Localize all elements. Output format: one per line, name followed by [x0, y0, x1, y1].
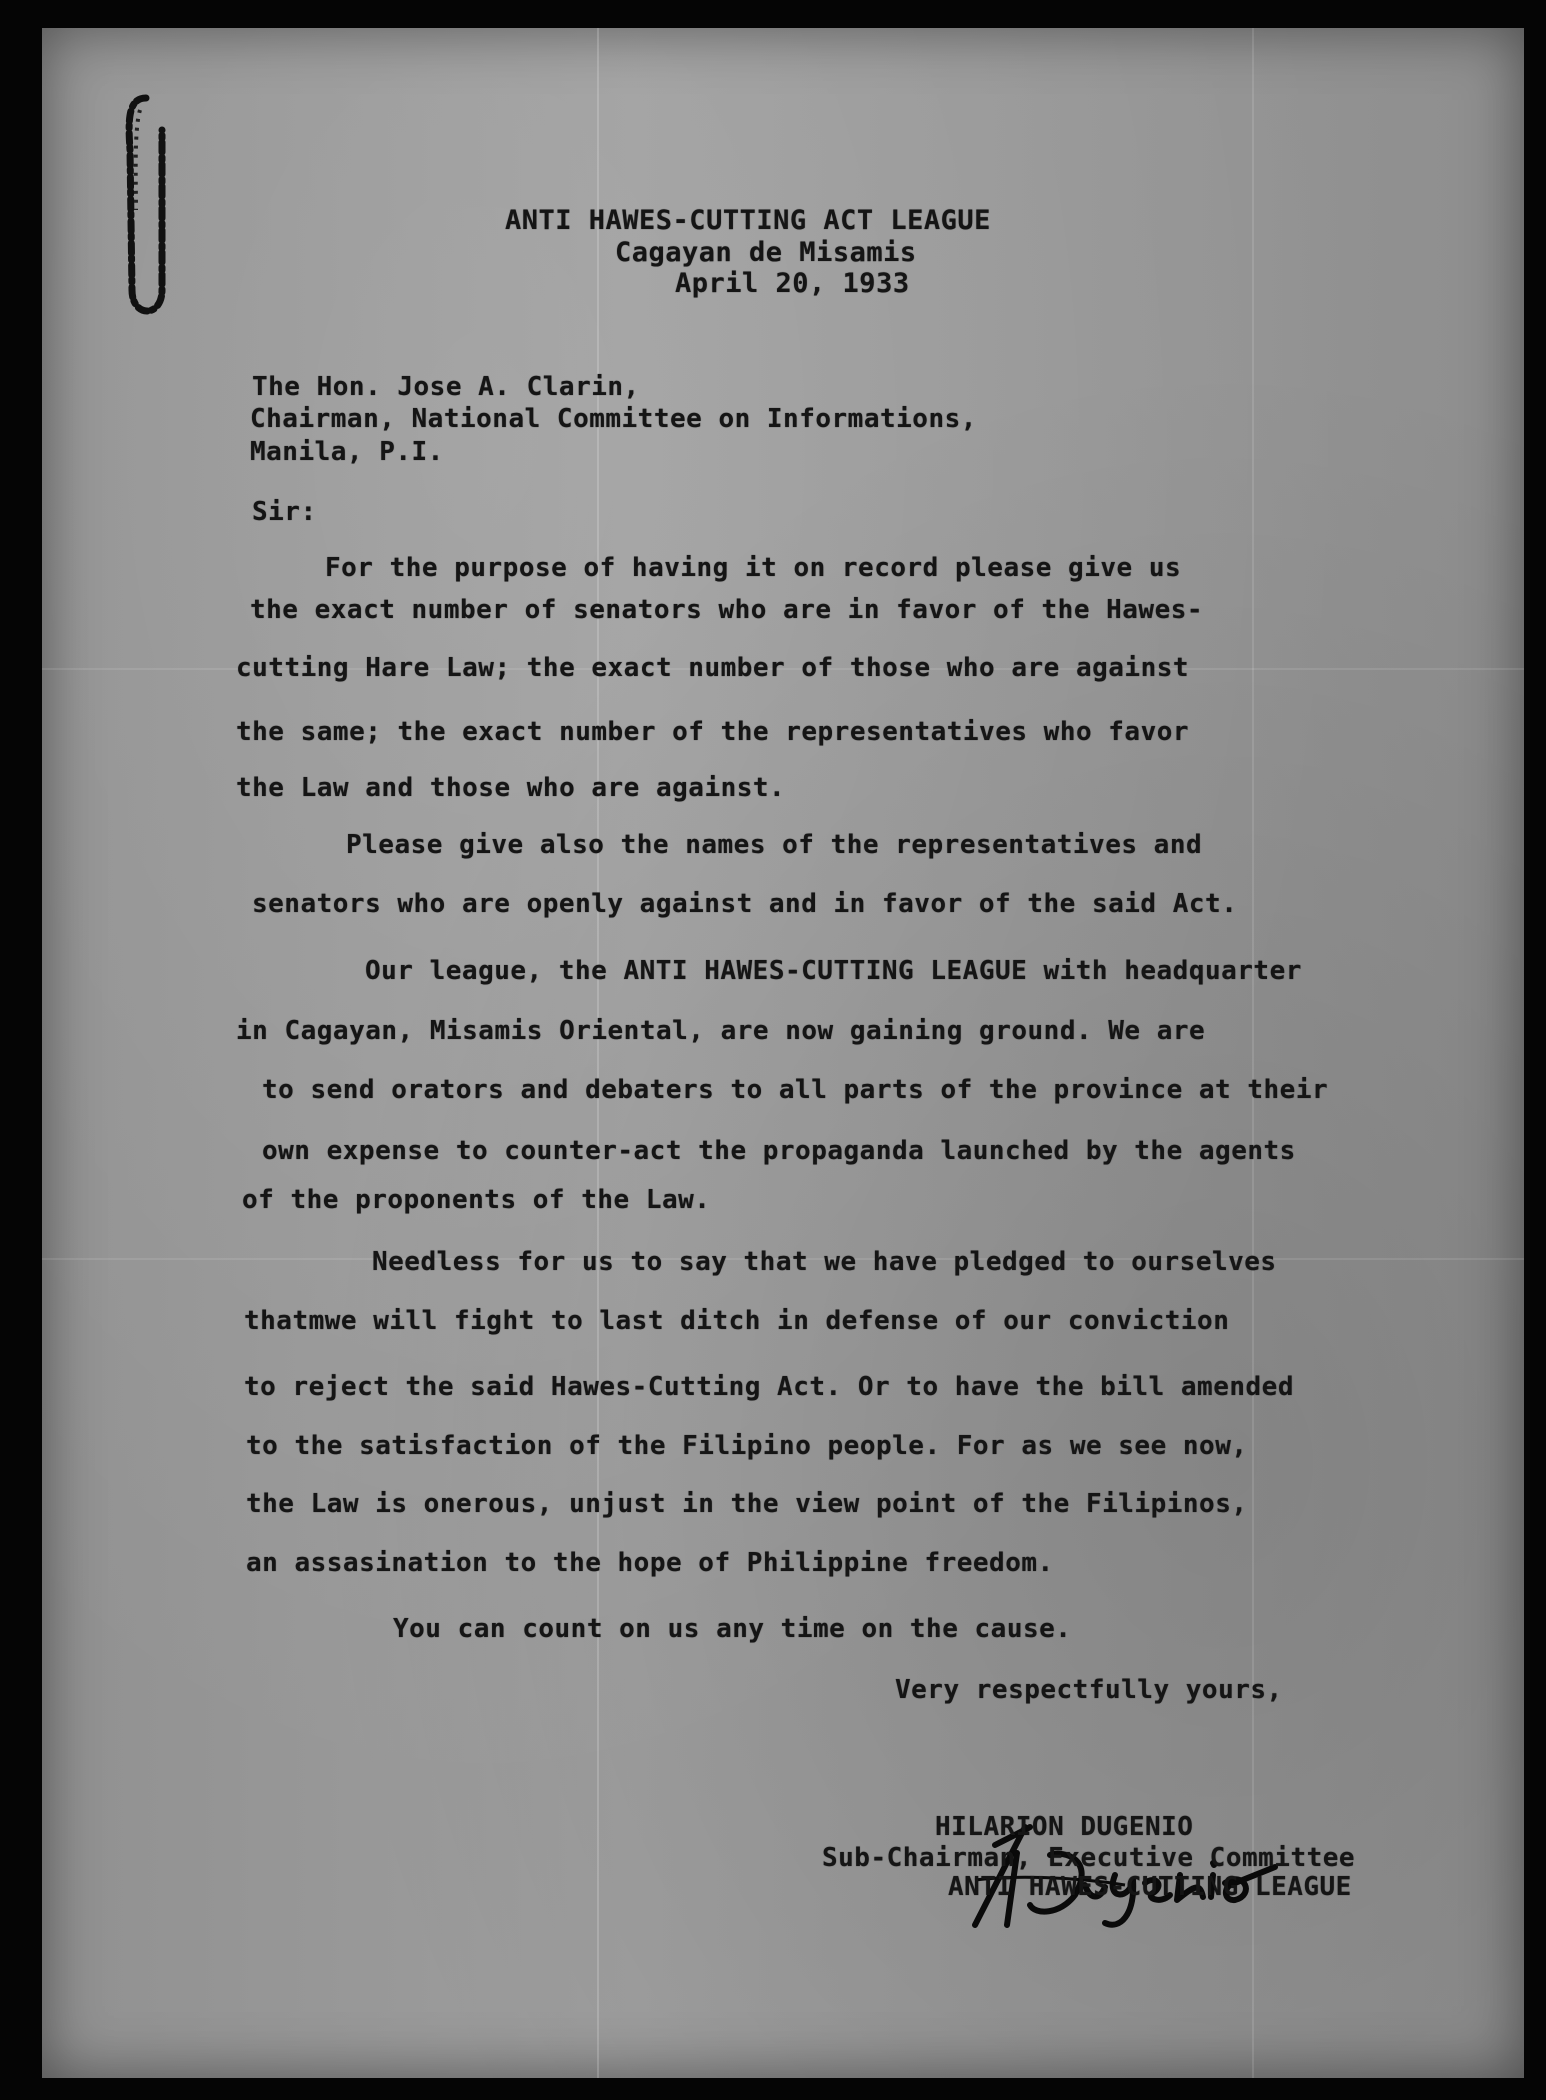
letter-date: April 20, 1933	[675, 268, 910, 299]
body-line: the Law is onerous, unjust in the view point of the Filipinos,	[246, 1489, 1248, 1519]
salutation: Sir:	[252, 497, 317, 527]
body-line: own expense to counter-act the propaganda launched by the agents	[262, 1136, 1296, 1166]
body-line: Needless for us to say that we have pledged to ourselves	[372, 1247, 1277, 1277]
body-line: For the purpose of having it on record please give us	[325, 553, 1182, 583]
body-line: in Cagayan, Misamis Oriental, are now gaining ground. We are	[236, 1016, 1206, 1046]
body-line: of the proponents of the Law.	[242, 1185, 711, 1215]
body-line: to send orators and debaters to all parts of the province at their	[262, 1075, 1329, 1105]
fold-line	[1252, 28, 1254, 2078]
body-line: the exact number of senators who are in favor of the Hawes-	[250, 595, 1204, 625]
recipient-title: Chairman, National Committee on Informations,	[250, 404, 977, 434]
fold-line	[597, 28, 599, 2078]
body-line: senators who are openly against and in favor of the said Act.	[252, 889, 1238, 919]
body-line: Please give also the names of the representatives and	[346, 830, 1203, 860]
recipient-name: The Hon. Jose A. Clarin,	[252, 372, 640, 402]
body-line: You can count on us any time on the cause.	[393, 1614, 1072, 1644]
body-line: the Law and those who are against.	[236, 773, 786, 803]
body-line: thatmwe will fight to last ditch in defense of our conviction	[244, 1306, 1230, 1336]
letterhead-organization: ANTI HAWES-CUTTING ACT LEAGUE	[505, 205, 991, 236]
paperclip-stain-mark	[122, 90, 170, 330]
body-line: to the satisfaction of the Filipino people. For as we see now,	[246, 1431, 1248, 1461]
body-line: an assasination to the hope of Philippine freedom.	[246, 1548, 1054, 1578]
body-line: Our league, the ANTI HAWES-CUTTING LEAGUE with headquarter	[365, 956, 1302, 986]
closing: Very respectfully yours,	[895, 1675, 1283, 1705]
body-line: the same; the exact number of the representatives who favor	[236, 717, 1190, 747]
signer-name: HILARION DUGENIO	[935, 1812, 1194, 1842]
body-line: cutting Hare Law; the exact number of those who are against	[236, 653, 1190, 683]
letterhead-location: Cagayan de Misamis	[615, 237, 917, 268]
paper-sheet	[42, 28, 1524, 2078]
signer-title: Sub-Chairman, Executive Committee	[822, 1843, 1356, 1873]
body-line: to reject the said Hawes-Cutting Act. Or to have the bill amended	[244, 1372, 1294, 1402]
signer-organization: ANTI HAWES-CUTTING LEAGUE	[948, 1872, 1352, 1902]
recipient-address: Manila, P.I.	[250, 437, 444, 467]
